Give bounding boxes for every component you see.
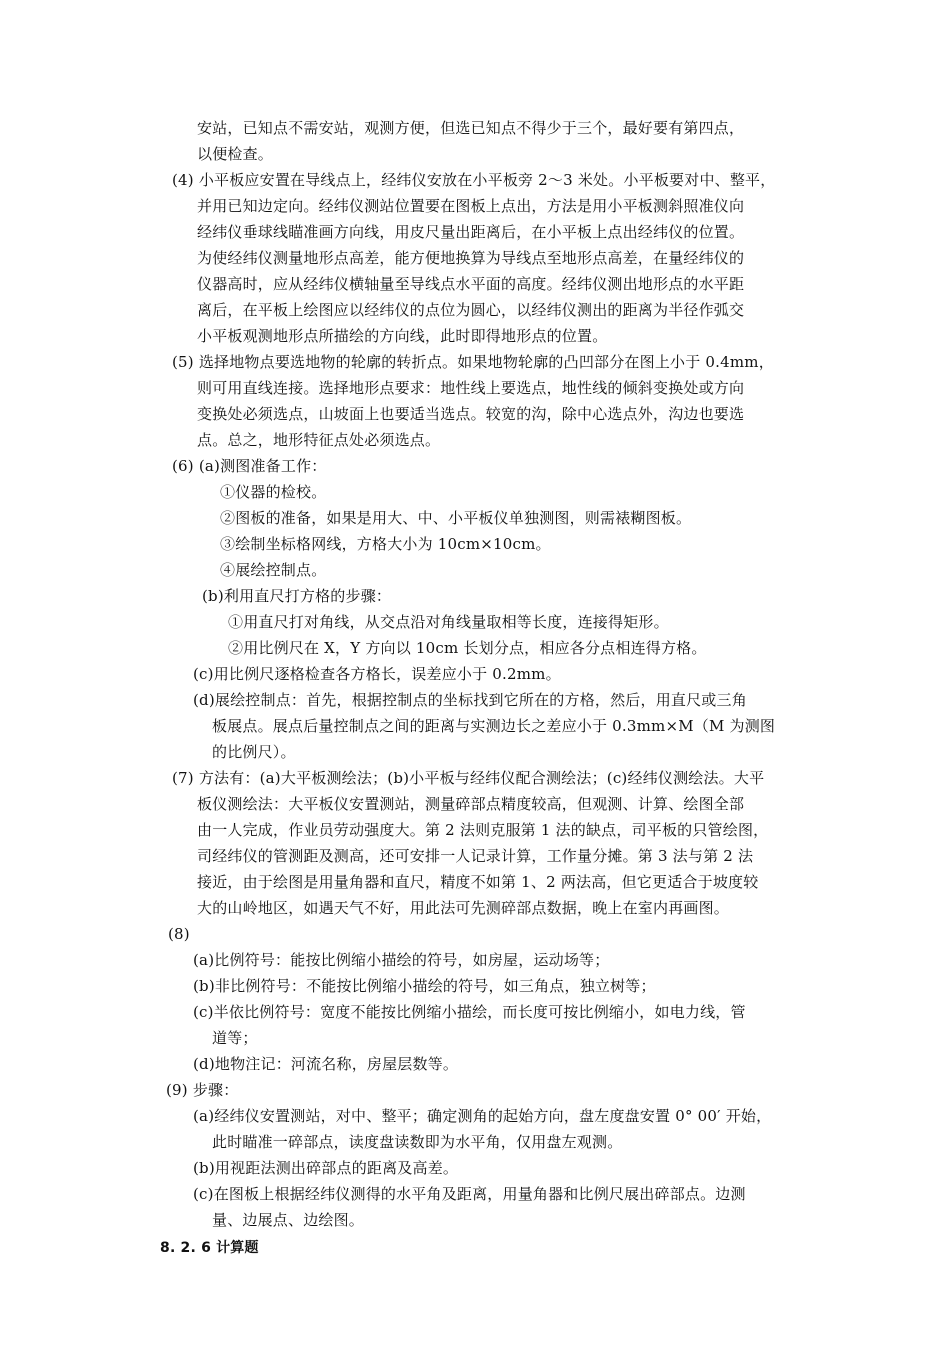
text-line: 小平板观测地形点所描绘的方向线，此时即得地形点的位置。 <box>197 327 608 345</box>
text-line: 接近，由于绘图是用量角器和直尺，精度不如第 1、2 两法高，但它更适合于坡度较 <box>197 873 759 891</box>
text-line: (a)比例符号：能按比例缩小描绘的符号，如房屋，运动场等； <box>193 951 610 969</box>
text-line: (4) 小平板应安置在导线点上，经纬仪安放在小平板旁 2～3 米处。小平板要对中、整平， <box>172 171 776 189</box>
text-line: 为使经纬仪测量地形点高差，能方便地换算为导线点至地形点高差，在量经纬仪的 <box>197 249 745 267</box>
text-line: ①用直尺打对角线，从交点沿对角线量取相等长度，连接得矩形。 <box>228 613 669 631</box>
text-line: (c)用比例尺逐格检查各方格长，误差应小于 0.2mm。 <box>193 665 561 683</box>
text-line: (6) (a)测图准备工作： <box>172 457 327 475</box>
text-line: (c)半依比例符号：宽度不能按比例缩小描绘，而长度可按比例缩小，如电力线，管 <box>193 1003 746 1021</box>
text-line: 安站，已知点不需安站，观测方便，但选已知点不得少于三个，最好要有第四点， <box>197 119 745 137</box>
text-line: 司经纬仪的管测距及测高，还可安排一人记录计算，工作量分摊。第 3 法与第 2 法 <box>197 847 754 865</box>
text-line: 经纬仪垂球线瞄准画方向线，用皮尺量出距离后，在小平板上点出经纬仪的位置。 <box>197 223 745 241</box>
text-line: ③绘制坐标格网线，方格大小为 10cm×10cm。 <box>220 535 551 553</box>
text-line: 点。总之，地形特征点处必须选点。 <box>197 431 441 449</box>
text-line: 大的山岭地区，如遇天气不好，用此法可先测碎部点数据，晚上在室内再画图。 <box>197 899 730 917</box>
text-line: (a)经纬仪安置测站，对中、整平；确定测角的起始方向，盘左度盘安置 0° 00′ 开始， <box>193 1107 772 1125</box>
text-line: (5) 选择地物点要选地物的轮廓的转折点。如果地物轮廓的凸凹部分在图上小于 0.4mm， <box>172 353 774 371</box>
text-line: (b)非比例符号：不能按比例缩小描绘的符号，如三角点，独立树等； <box>193 977 656 995</box>
text-line: 则可用直线连接。选择地形点要求：地性线上要选点，地性线的倾斜变换处或方向 <box>197 379 745 397</box>
text-line: (c)在图板上根据经纬仪测得的水平角及距离，用量角器和比例尺展出碎部点。边测 <box>193 1185 746 1203</box>
section-heading: 8. 2. 6 计算题 <box>160 1240 259 1256</box>
text-line: (d)展绘控制点：首先，根据控制点的坐标找到它所在的方格，然后，用直尺或三角 <box>193 691 747 709</box>
text-line: 此时瞄准一碎部点，读度盘读数即为水平角，仅用盘左观测。 <box>212 1133 623 1151</box>
text-line: 仪器高时，应从经纬仪横轴量至导线点水平面的高度。经纬仪测出地形点的水平距 <box>197 275 745 293</box>
text-line: 板仪测绘法：大平板仪安置测站，测量碎部点精度较高，但观测、计算、绘图全部 <box>197 795 745 813</box>
text-line: 由一人完成，作业员劳动强度大。第 2 法则克服第 1 法的缺点，司平板的只管绘图， <box>197 821 769 839</box>
text-line: 的比例尺）。 <box>212 743 296 761</box>
text-line: (d)地物注记：河流名称，房屋层数等。 <box>193 1055 459 1073</box>
text-line: (8) <box>168 925 190 943</box>
text-line: (7) 方法有：(a)大平板测绘法；(b)小平板与经纬仪配合测绘法；(c)经纬仪测绘法。大平 <box>172 769 765 787</box>
text-line: 板展点。展点后量控制点之间的距离与实测边长之差应小于 0.3mm×M（M 为测图 <box>212 717 776 735</box>
text-line: ②图板的准备，如果是用大、中、小平板仪单独测图，则需裱糊图板。 <box>220 509 692 527</box>
text-line: 道等； <box>212 1029 258 1047</box>
text-line: ①仪器的检校。 <box>220 483 327 501</box>
text-line: 离后，在平板上绘图应以经纬仪的点位为圆心，以经纬仪测出的距离为半径作弧交 <box>197 301 745 319</box>
text-line: 并用已知边定向。经纬仪测站位置要在图板上点出，方法是用小平板测斜照准仪向 <box>197 197 745 215</box>
text-line: (b)用视距法测出碎部点的距离及高差。 <box>193 1159 459 1177</box>
text-line: 以便检查。 <box>197 145 274 163</box>
text-line: 量、边展点、边绘图。 <box>212 1211 365 1229</box>
text-line: 变换处必须选点，山坡面上也要适当选点。较宽的沟，除中心选点外，沟边也要选 <box>197 405 745 423</box>
text-line: (9) 步骤： <box>166 1081 239 1099</box>
text-line: (b)利用直尺打方格的步骤： <box>202 587 392 605</box>
text-line: ④展绘控制点。 <box>220 561 327 579</box>
text-line: ②用比例尺在 X，Y 方向以 10cm 长划分点，相应各分点相连得方格。 <box>228 639 707 657</box>
